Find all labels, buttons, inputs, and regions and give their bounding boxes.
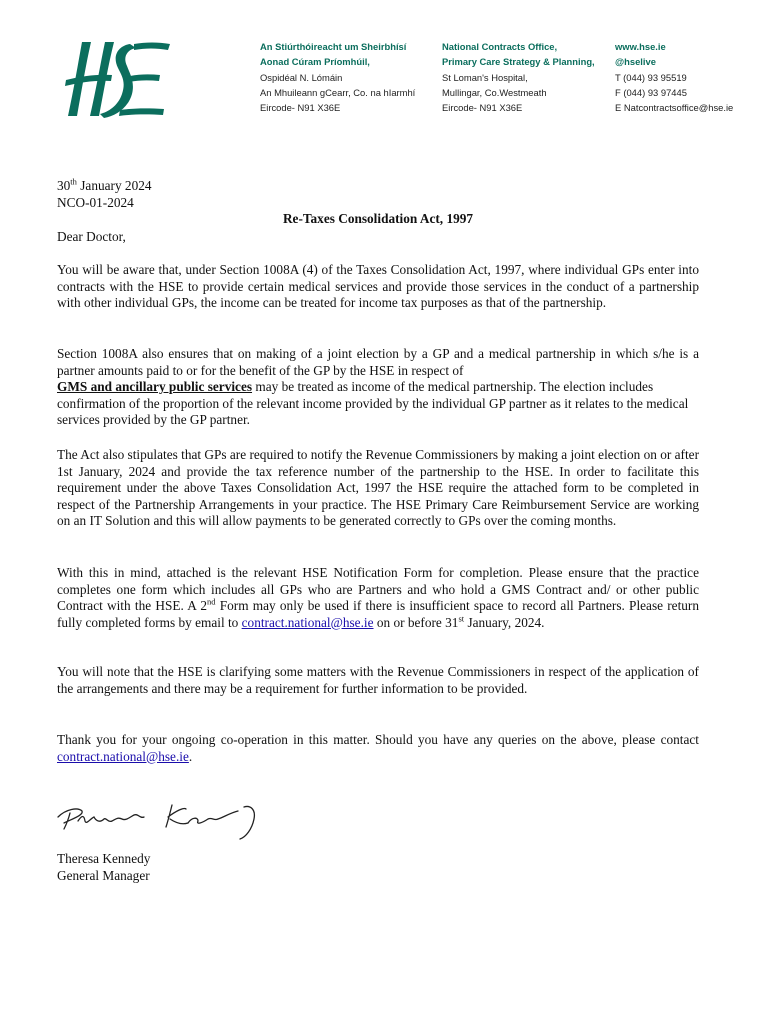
sign-off [57, 851, 699, 884]
hse-logo [60, 36, 172, 120]
paragraph-6: Thank you for your ongoing co-operation in this matter. Should you have any queries on the above, please contact contract.national@hse.ie. [57, 732, 699, 764]
header-fax: F (044) 93 97445 [615, 86, 687, 98]
header-col1-line2: Aonad Cúram Príomhúil, [260, 56, 370, 68]
header-col1-line5: Eircode- N91 X36E [260, 102, 341, 114]
paragraph-2 [57, 346, 699, 429]
header-address-english [442, 39, 595, 115]
header-col2-line4: Mullingar, Co.Westmeath [442, 86, 547, 98]
header-website[interactable]: www.hse.ie [615, 41, 666, 52]
hse-logo-e-mid [129, 74, 160, 82]
paragraph-2-intro: Section 1008A also ensures that on making of a joint election by a GP and a medical partnership in which s/he is a partner amounts paid to or for the benefit of the GP by the HSE in respect of [57, 346, 699, 378]
paragraph-1: You will be aware that, under Section 1008A (4) of the Taxes Consolidation Act, 1997, where individual GPs enter into contracts with the HSE to provide certain medical services and provide those services in the conduct of a partnership with other individual GPs, the income can be treated for income tax purposes as that of the partnership. [57, 262, 699, 311]
header-col2-line3: St Loman's Hospital, [442, 71, 528, 83]
paragraph-2-rest: may be treated as income of the medical partnership. The election includes confirmation of the proportion of the relevant income provided by the individual GP partner as it relates to the medical services provided by the GP partner. [57, 379, 689, 428]
handwritten-signature [52, 795, 262, 840]
gms-services-emphasis: GMS and ancillary public services [57, 379, 253, 395]
hse-logo-e-top [134, 43, 170, 51]
header-phone: T (044) 93 95519 [615, 71, 687, 83]
signatory-title: General Manager [57, 867, 150, 883]
paragraph-5: You will note that the HSE is clarifying some matters with the Revenue Commissioners in respect of the application of the arrangements and there may be a requirement for further information to be provided. [57, 664, 699, 696]
header-col2-line5: Eircode- N91 X36E [442, 102, 523, 114]
header-col2-line1: National Contracts Office, [442, 41, 558, 52]
header-social-handle[interactable]: @hselive [615, 56, 656, 68]
header-col2-line2: Primary Care Strategy & Planning, [442, 56, 595, 68]
paragraph-3: The Act also stipulates that GPs are required to notify the Revenue Commissioners by making a joint election on or after 1st January, 2024 and provide the tax reference number of the partnership to the HSE. In order to facilitate this requirement under the above Taxes Consolidation Act, 1997 the HSE require the attached form to be completed in respect of the Partnership Arrangements in your practice. The HSE Primary Care Reimbursement Service are working on an IT Solution and this will allow payments to be generated correctly to GPs over the coming months. [57, 447, 699, 529]
contract-email-link-2[interactable]: contract.national@hse.ie [57, 748, 189, 764]
contract-email-link-1[interactable]: contract.national@hse.ie [241, 614, 374, 630]
header-col1-line4: An Mhuileann gCearr, Co. na hIarmhí [260, 86, 416, 98]
letter-date: 30th January 2024 [57, 176, 152, 193]
header-address-irish [260, 39, 415, 115]
paragraph-4: With this in mind, attached is the relevant HSE Notification Form for completion. Please ensure that the practice completes one form which includes all GPs who are Partners and who hold a GMS Contract and/ or other public Contract with the HSE. A 2nd Form may only be used if there is insufficient space to record all Partners. Please return fully completed forms by email to contract.national@hse.ie on or before 31st January, 2024. [57, 565, 699, 630]
header-col1-line1: An Stiúrthóireacht um Sheirbhísí [260, 41, 407, 52]
letter-reference: NCO-01-2024 [57, 194, 134, 210]
hse-logo-e-bot [119, 108, 164, 116]
header-email[interactable]: E Natcontractsoffice@hse.ie [615, 102, 734, 114]
signatory-name: Theresa Kennedy [57, 851, 151, 866]
header-contact [615, 39, 733, 115]
letter-meta [57, 178, 699, 211]
header-col1-line3: Ospidéal N. Lómáin [260, 71, 343, 83]
letter-subject: Re-Taxes Consolidation Act, 1997 [282, 211, 474, 226]
letter-salutation: Dear Doctor, [57, 229, 126, 244]
